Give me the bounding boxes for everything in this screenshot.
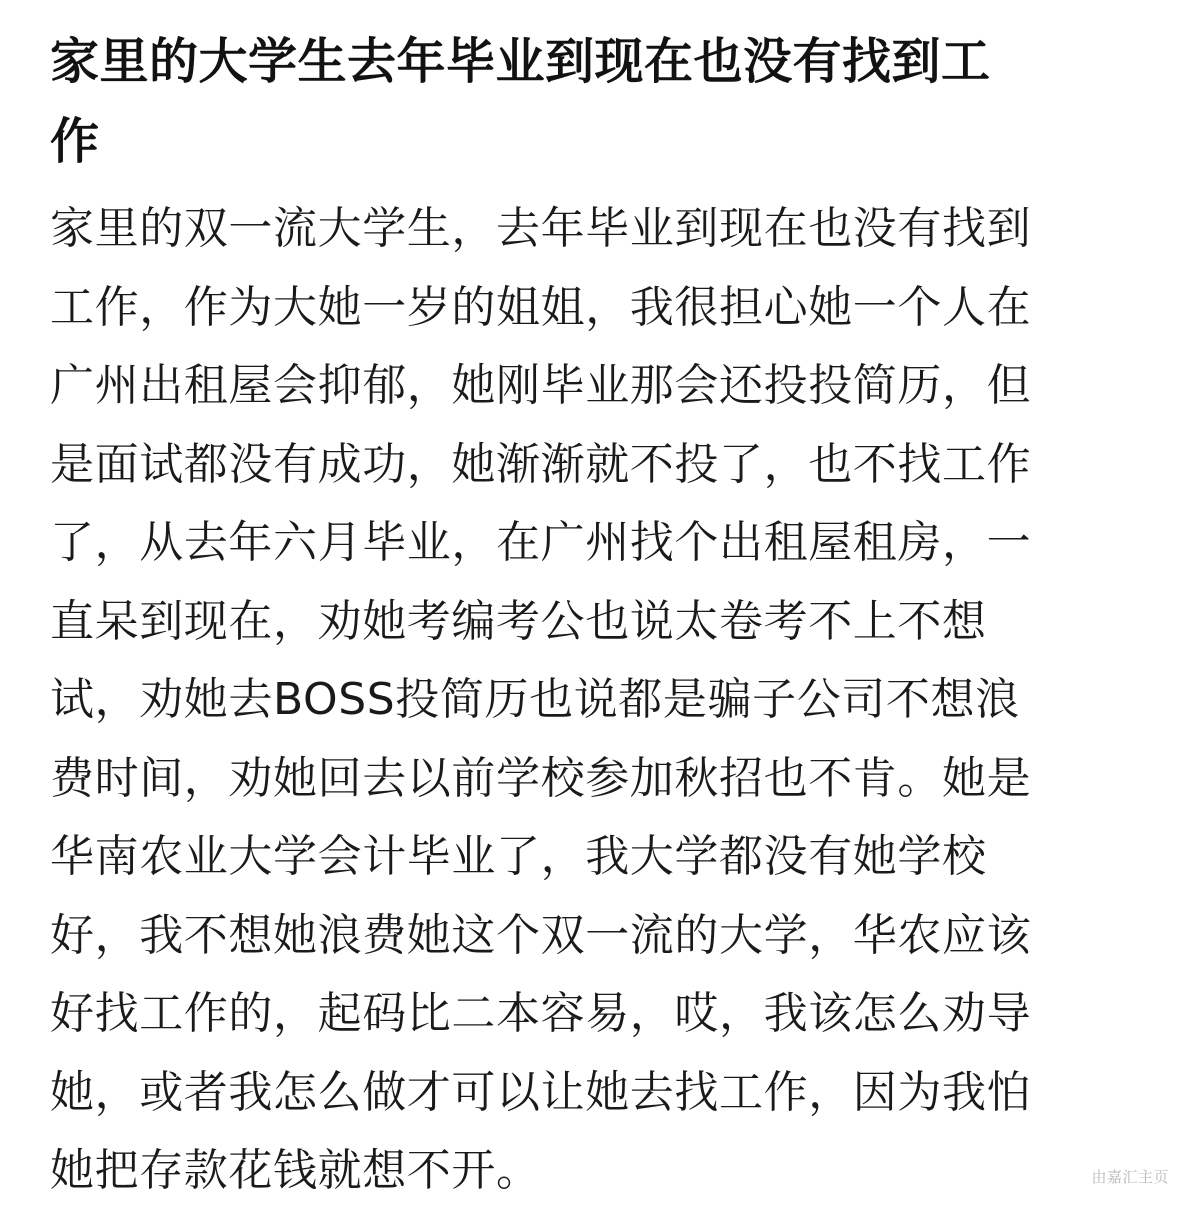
watermark: 由嘉汇主页 — [1091, 1168, 1169, 1186]
post-title: 家里的大学生去年毕业到现在也没有找到工 作 — [50, 33, 991, 170]
post-container — [50, 22, 1130, 1211]
post-body: 家里的双一流大学生，去年毕业到现在也没有找到 工作，作为大她一岁的姐姐，我很担心她一个人在 广州出租屋会抑郁，她刚毕业那会还投投简历，但 是面试都没有成功，她渐渐就不投了，也不找工作 了，从去年六月毕业，在广州找个出租屋租房，一 直呆到现在，劝她考编考公也说太卷考不上不想 试，劝她去BOSS投简历也说都是骗子公司不想浪 费时间，劝她回去以前学校参加秋招也不肯。她是 华南农业大学会计毕业了，我大学都没有她学校 好，我不想她浪费她这个双一流的大学，华农应该 好找工作的，起码比二本容易，哎，我该怎么劝导 她，或者我怎么做才可以让她去找工作，因为我怕 她把存款花钱就想不开。 — [50, 203, 1032, 1196]
